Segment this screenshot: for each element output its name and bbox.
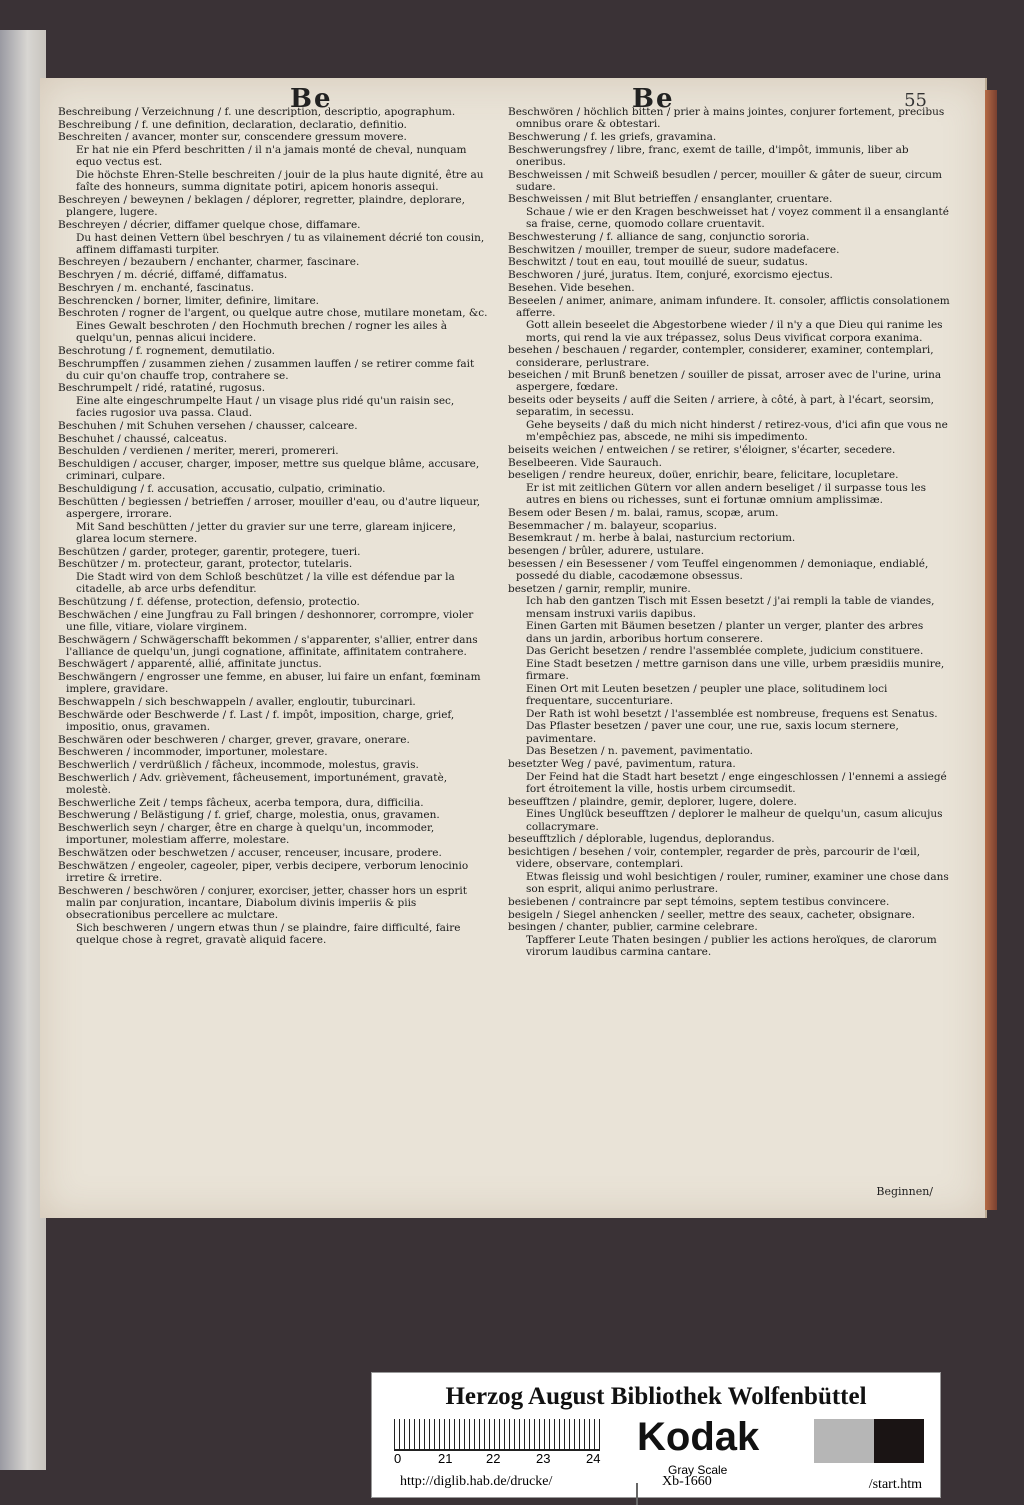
dictionary-entry: Beschweren / beschwören / conjurer, exorciser, jetter, chasser hors un esprit malin par conjuration, incantare, Diabolum divinis imperiis & piis obsecrationibus percellere ac mulctare. bbox=[58, 884, 467, 921]
dictionary-entry: Beschwerliche Zeit / temps fâcheux, acerba tempora, dura, difficilia. bbox=[58, 796, 424, 809]
dictionary-entry: Beschreibung / f. une definition, declaration, declaratio, definitio. bbox=[58, 118, 407, 131]
dictionary-entry: besetzen / garnir, remplir, munire. bbox=[508, 582, 691, 595]
dictionary-entry: Tapfferer Leute Thaten besingen / publier les actions heroïques, de clarorum virorum laudibus carmina cantare. bbox=[526, 933, 937, 959]
dictionary-entry: Er hat nie ein Pferd beschritten / il n'a jamais monté de cheval, nunquam equo vectus est. bbox=[76, 144, 467, 169]
dictionary-entry: Gehe beyseits / daß du mich nicht hinderst / retirez-vous, d'ici afin que vous ne m'empêchiez pas, abscede, ne mihi sis impedimento. bbox=[526, 419, 948, 444]
kodak-logo: Kodak bbox=[637, 1415, 760, 1459]
dictionary-entry: Besem oder Besen / m. balai, ramus, scopæ, arum. bbox=[508, 507, 779, 519]
ruler-number: 0 bbox=[394, 1451, 402, 1466]
dictionary-entry: Du hast deinen Vettern übel beschryen / tu as vilainement décrié ton cousin, affinem diffamasti turpiter. bbox=[76, 231, 485, 256]
right-column bbox=[508, 106, 950, 959]
dictionary-entry: Die höchste Ehren-Stelle beschreiten / jouir de la plus haute dignité, être au faîte des honneurs, summa dignitate potiri, apicem honoris assequi. bbox=[76, 169, 484, 194]
dictionary-entry: beseufftzlich / déplorable, lugendus, deplorandus. bbox=[508, 833, 775, 846]
dictionary-entry: Beschuldigung / f. accusation, accusatio, culpatio, criminatio. bbox=[58, 483, 386, 496]
dictionary-entry: Einen Garten mit Bäumen besetzen / planter un verger, planter des arbres dans un jardin, arboribus hortum conserere. bbox=[526, 620, 924, 645]
dictionary-entry: Besemmacher / m. balayeur, scoparius. bbox=[508, 519, 717, 532]
dictionary-entry: Mit Sand beschütten / jetter du gravier sur une terre, glaream injicere, glarea locum sternere. bbox=[76, 520, 456, 545]
dictionary-entry: Eines Unglück beseufftzen / deplorer le malheur de quelqu'un, casum alicujus collacrymare. bbox=[526, 808, 943, 833]
dictionary-entry: Beschwätzen / engeoler, cageoler, piper, verbis decipere, verborum lenocinio irretire & irretire. bbox=[58, 859, 469, 884]
dictionary-entry: Beschwappeln / sich beschwappeln / avaller, engloutir, tuburcinari. bbox=[58, 696, 416, 709]
dictionary-entry: Beschwesterung / f. alliance de sang, conjunctio sororia. bbox=[508, 231, 810, 244]
dictionary-entry: Das Gericht besetzen / rendre l'assemblée complete, judicium constituere. bbox=[526, 645, 924, 658]
dictionary-entry: Eines Gewalt beschroten / den Hochmuth brechen / rogner les ailes à quelqu'un, pennas alicui incidere. bbox=[76, 319, 448, 345]
dictionary-entry: Beschützer / m. protecteur, garant, protector, tutelaris. bbox=[58, 558, 353, 571]
library-url: http://diglib.hab.de/drucke/ bbox=[400, 1474, 553, 1489]
right-running-header: Be bbox=[632, 84, 675, 114]
dictionary-entry: Beschreyen / beweynen / beklagen / déplorer, regretter, plaindre, deplorare, plangere, lugere. bbox=[58, 193, 465, 219]
dictionary-entry: Beschwitzt / tout en eau, tout mouillé de sueur, sudatus. bbox=[508, 256, 808, 269]
dictionary-entry: beseichen / mit Brunß benetzen / souiller de pissat, arroser avec de l'urine, urina aspergere, fœdare. bbox=[508, 369, 942, 394]
dictionary-entry: Sich beschweren / ungern etwas thun / se plaindre, faire difficulté, faire quelque chose à regret, gravatè aliquid facere. bbox=[76, 921, 461, 946]
dictionary-entry: Ich hab den gantzen Tisch mit Essen besetzt / j'ai rempli la table de viandes, mensam instruxi variis dapibus. bbox=[526, 595, 935, 620]
divider bbox=[636, 1483, 638, 1505]
dictionary-entry: Schaue / wie er den Kragen beschweisset hat / voyez comment il a ensanglanté sa fraise, cerne, quomodo collare cruentavit. bbox=[526, 206, 949, 231]
dictionary-entry: Beschwerungsfrey / libre, franc, exemt de taille, d'impôt, immunis, liber ab oneribus. bbox=[508, 143, 909, 168]
dictionary-entry: Beschulden / verdienen / meriter, mereri, promereri. bbox=[58, 445, 339, 458]
dictionary-entry: Beschwerung / f. les griefs, gravamina. bbox=[508, 130, 717, 143]
dictionary-entry: Etwas fleissig und wohl besichtigen / rouler, ruminer, examiner une chose dans son esprit, aliqui animo perlustrare. bbox=[526, 870, 949, 896]
dictionary-entry: Beschütten / begiessen / betrieffen / arroser, mouiller d'eau, ou d'autre liqueur, aspergere, irrorare. bbox=[58, 495, 481, 520]
page-number: 55 bbox=[904, 90, 927, 111]
dictionary-entry: Beschrumpelt / ridé, ratatiné, rugosus. bbox=[58, 382, 266, 395]
dictionary-entry: besiebenen / contraincre par sept témoins, septem testibus convincere. bbox=[508, 895, 890, 908]
scale-ruler bbox=[394, 1419, 600, 1451]
dictionary-entry: Beschützung / f. défense, protection, defensio, protectio. bbox=[58, 595, 360, 608]
dictionary-entry: Gott allein beseelet die Abgestorbene wieder / il n'y a que Dieu qui ranime les morts, qui rend la vie aux trépassez, solus Deus vivificat corpora exanima. bbox=[526, 319, 943, 344]
catchword: Beginnen/ bbox=[876, 1185, 933, 1198]
dictionary-entry: Beschweren / incommoder, importuner, molestare. bbox=[58, 746, 328, 759]
dictionary-entry: Beschwerung / Belästigung / f. grief, charge, molestia, onus, gravamen. bbox=[58, 809, 440, 822]
dictionary-entry: Beschweissen / mit Blut betrieffen / ensanglanter, cruentare. bbox=[508, 193, 833, 206]
ruler-number: 22 bbox=[486, 1451, 501, 1466]
gray-swatch-light bbox=[814, 1419, 874, 1463]
dictionary-entry: Beschrumpffen / zusammen ziehen / zusammen lauffen / se retirer comme fait du cuir qu'on chauffe trop, contrahere se. bbox=[58, 357, 475, 382]
dictionary-entry: Beschwägert / apparenté, allié, affinitate junctus. bbox=[58, 658, 322, 671]
dictionary-entry: besichtigen / besehen / voir, contempler, regarder de près, parcourir de l'œil, videre, observare, contemplari. bbox=[508, 845, 921, 871]
dictionary-entry: besetzter Weg / pavé, pavimentum, ratura. bbox=[508, 758, 736, 771]
dictionary-entry: Beschreibung / Verzeichnung / f. une description, descriptio, apographum. bbox=[58, 106, 456, 118]
dictionary-entry: Besemkraut / m. herbe à balai, nasturcium rectorium. bbox=[508, 532, 796, 545]
dictionary-entry: Beschwächen / eine Jungfrau zu Fall bringen / deshonnorer, corrompre, violer une fille, vitiare, violare virginem. bbox=[58, 608, 474, 633]
dictionary-entry: Beschützen / garder, proteger, garentir, protegere, tueri. bbox=[58, 545, 361, 558]
dictionary-entry: Beschwerlich seyn / charger, être en charge à quelqu'un, incommoder, importuner, molestiam afferre, molestare. bbox=[58, 822, 435, 847]
dictionary-entry: Beschuhen / mit Schuhen versehen / chausser, calceare. bbox=[58, 420, 358, 433]
dictionary-entry: beseufftzen / plaindre, gemir, deplorer, lugere, dolere. bbox=[508, 795, 797, 808]
dictionary-entry: Das Pflaster besetzen / paver une cour, une rue, saxis locum sternere, pavimentare. bbox=[526, 720, 899, 745]
dictionary-entry: Beschryen / m. décrié, diffamé, diffamatus. bbox=[58, 269, 288, 282]
dictionary-entry: Beschweissen / mit Schweiß besudlen / percer, mouiller & gâter de sueur, circum sudare. bbox=[508, 168, 942, 193]
dictionary-entry: Beschwerlich / verdrüßlich / fâcheux, incommode, molestus, gravis. bbox=[58, 759, 419, 772]
ruler-number: 23 bbox=[536, 1451, 551, 1466]
dictionary-entry: Beschwägern / Schwägerschafft bekommen / s'apparenter, s'allier, entrer dans l'alliance de quelqu'un, jungi cognatione, affinitate, affinitatem contrahere. bbox=[58, 633, 478, 658]
dictionary-entry: Beschroten / rogner de l'argent, ou quelque autre chose, mutilare monetam, &c. bbox=[58, 307, 488, 320]
gray-scale-label: Gray Scale bbox=[668, 1463, 728, 1477]
dictionary-entry: Beschreyen / bezaubern / enchanter, charmer, fascinare. bbox=[58, 256, 360, 269]
library-target-card bbox=[371, 1372, 941, 1498]
ruler-number: 21 bbox=[438, 1451, 453, 1466]
dictionary-entry: Beschrencken / borner, limiter, definire, limitare. bbox=[58, 294, 320, 307]
dictionary-entry: Beschwängern / engrosser une femme, en abuser, lui faire un enfant, fœminam implere, gravidare. bbox=[58, 671, 481, 696]
dictionary-entry: Beschuldigen / accuser, charger, imposer, mettre sus quelque blâme, accusare, criminari, culpare. bbox=[58, 458, 480, 483]
dictionary-entry: beiseits weichen / entweichen / se retirer, s'éloigner, s'écarter, secedere. bbox=[508, 443, 896, 456]
dictionary-entry: Beschrotung / f. rognement, demutilatio. bbox=[58, 344, 275, 357]
gray-swatch-dark bbox=[874, 1419, 924, 1463]
dictionary-entry: besingen / chanter, publier, carmine celebrare. bbox=[508, 921, 758, 934]
dictionary-entry: Besehen. Vide besehen. bbox=[508, 281, 635, 294]
dictionary-entry: besessen / ein Besessener / vom Teuffel eingenommen / demoniaque, endiablé, possedé du diable, cacodæmone obsessus. bbox=[508, 557, 929, 583]
dictionary-entry: Beschryen / m. enchanté, fascinatus. bbox=[58, 281, 254, 294]
dictionary-entry: Beschuhet / chaussé, calceatus. bbox=[58, 432, 228, 445]
dictionary-entry: Die Stadt wird von dem Schloß beschützet / la ville est défendue par la citadelle, ab arce urbs defenditur. bbox=[76, 571, 455, 596]
ruler-number: 24 bbox=[586, 1451, 601, 1466]
dictionary-entry: Eine alte eingeschrumpelte Haut / un visage plus ridé qu'un raisin sec, facies rugosior uva passa. Claud. bbox=[76, 395, 455, 420]
dictionary-entry: Beseelen / animer, animare, animam infundere. It. consoler, afflictis consolationem afferre. bbox=[508, 294, 950, 319]
dictionary-entry: Der Rath ist wohl besetzt / l'assemblée est nombreuse, frequens est Senatus. bbox=[526, 707, 938, 720]
dictionary-entry: Beschreiten / avancer, monter sur, conscendere gressum movere. bbox=[58, 131, 407, 144]
dictionary-entry: Beschreyen / décrier, diffamer quelque chose, diffamare. bbox=[58, 218, 361, 231]
dictionary-entry: Der Feind hat die Stadt hart besetzt / enge eingeschlossen / l'ennemi a assiegé fort étroitement la ville, hostis urbem circumsedit. bbox=[526, 770, 947, 795]
dictionary-entry: Beschwärde oder Beschwerde / f. Last / f. impôt, imposition, charge, grief, impositio, onus, gravamen. bbox=[58, 708, 455, 733]
dictionary-entry: besengen / brûler, adurere, ustulare. bbox=[508, 545, 705, 558]
dictionary-entry: Er ist mit zeitlichen Gütern vor allen andern beseliget / il surpasse tous les autres en biens ou richesses, sunt ei fortunæ omnium amplissimæ. bbox=[526, 482, 927, 507]
left-running-header: Be bbox=[290, 84, 333, 114]
dictionary-entry: Beschwerlich / Adv. grièvement, fâcheusement, importunément, gravatè, molestè. bbox=[58, 771, 448, 796]
book-page bbox=[40, 78, 985, 1218]
dictionary-entry: besehen / beschauen / regarder, contempler, considerer, examiner, contemplari, considerare, perlustrare. bbox=[508, 344, 934, 369]
library-title: Herzog August Bibliothek Wolfenbüttel bbox=[445, 1383, 867, 1410]
page-edge bbox=[985, 90, 997, 1210]
dictionary-entry: Beschwitzen / mouiller, tremper de sueur, sudore madefacere. bbox=[508, 243, 840, 256]
dictionary-entry: Eine Stadt besetzen / mettre garnison dans une ville, urbem præsidiis munire, firmare. bbox=[526, 657, 945, 683]
start-link: /start.htm bbox=[868, 1477, 922, 1492]
dictionary-entry: Beschwären oder beschweren / charger, grever, gravare, onerare. bbox=[58, 733, 410, 746]
left-column bbox=[58, 106, 488, 947]
dictionary-entry: Beselbeeren. Vide Saurauch. bbox=[508, 456, 662, 469]
dictionary-entry: Beschwören / höchlich bitten / prier à mains jointes, conjurer fortement, precibus omnibus orare & obtestari. bbox=[508, 106, 945, 131]
dictionary-entry: beseits oder beyseits / auff die Seiten / arriere, à côté, à part, à l'écart, seorsim, separatim, in secessu. bbox=[508, 394, 935, 419]
dictionary-entry: besigeln / Siegel anhencken / seeller, mettre des seaux, cacheter, obsignare. bbox=[508, 908, 915, 921]
dictionary-entry: Beschworen / juré, juratus. Item, conjuré, exorcismo ejectus. bbox=[508, 269, 833, 282]
dictionary-entry: Das Besetzen / n. pavement, pavimentatio. bbox=[526, 745, 754, 758]
dictionary-entry: Beschwätzen oder beschwetzen / accuser, renceuser, incusare, prodere. bbox=[58, 846, 442, 859]
dictionary-entry: beseligen / rendre heureux, doüer, enrichir, beare, felicitare, locupletare. bbox=[508, 469, 899, 482]
shelfmark: Xb-1660 bbox=[662, 1474, 712, 1489]
dictionary-entry: Einen Ort mit Leuten besetzen / peupler une place, solitudinem loci frequentare, succenturiare. bbox=[526, 682, 888, 708]
